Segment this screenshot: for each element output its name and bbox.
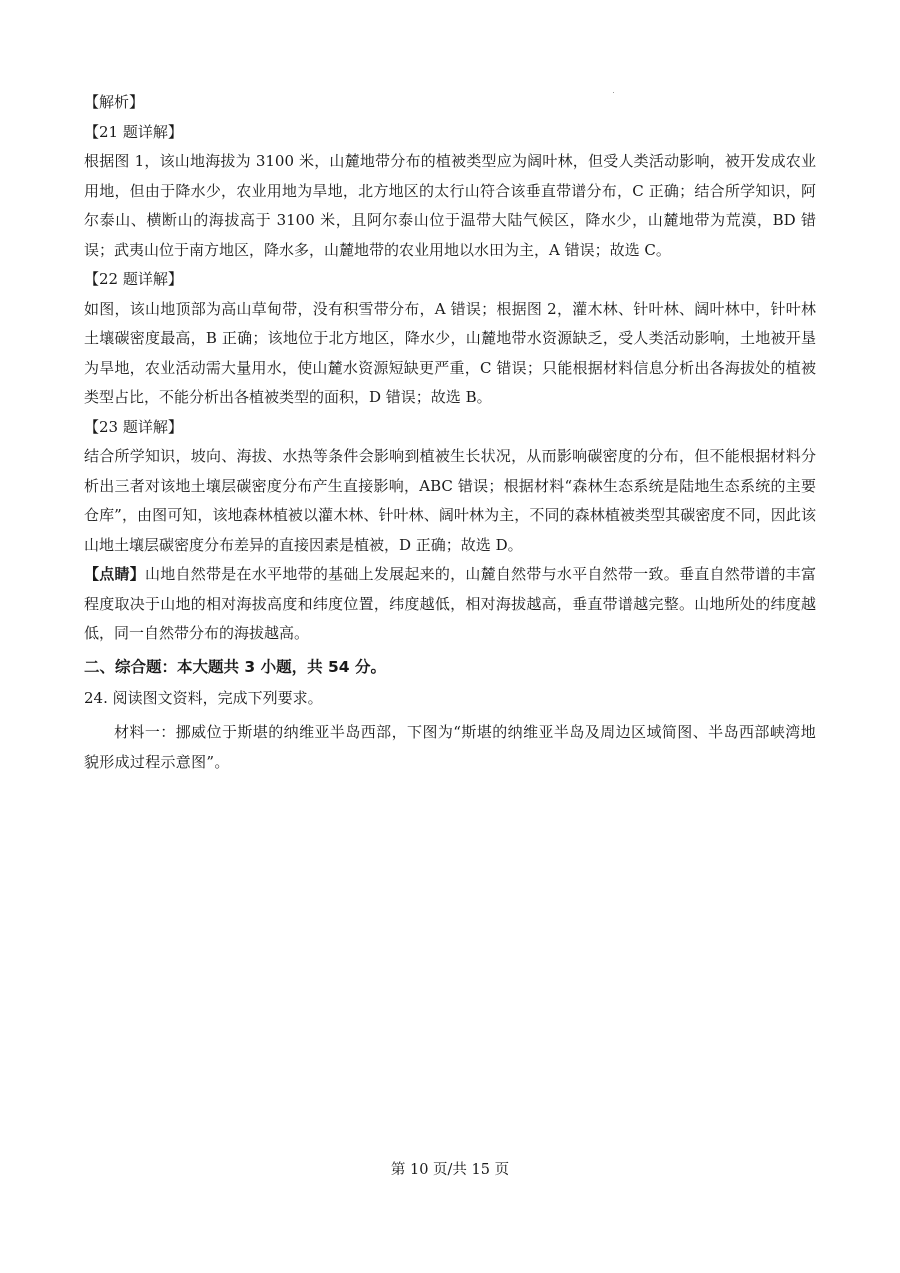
q21-explanation: 根据图 1，该山地海拔为 3100 米，山麓地带分布的植被类型应为阔叶林，但受人类活动影响，被开发成农业用地，但由于降水少，农业用地为旱地，北方地区的太行山符合该垂直带谱分布，C 正确；结合所学知识，阿尔泰山、横断山的海拔高于 3100 米，且阿尔泰山位于温带大陆气候区，降水少，山麓地带为荒漠，BD 错误；武夷山位于南方地区，降水多，山麓地带的农业用地以水田为主，A 错误；故选 C。 [84, 152, 816, 259]
q23-heading: 【23 题详解】 [84, 417, 183, 436]
page-content [84, 88, 816, 777]
q22-heading: 【22 题详解】 [84, 270, 183, 288]
q24-material-1: 材料一：挪威位于斯堪的纳维亚半岛西部，下图为“斯堪的纳维亚半岛及周边区域简图、半岛西部峡湾地貌形成过程示意图”。 [84, 722, 816, 771]
page-footer: 第 10 页/共 15 页 [390, 1162, 510, 1178]
tip-text: 山地自然带是在水平地带的基础上发展起来的，山麓自然带与水平自然带一致。垂直自然带谱的丰富程度取决于山地的相对海拔高度和纬度位置，纬度越低，相对海拔越高，垂直带谱越完整。山地所处的纬度越低，同一自然带分布的海拔越高。 [84, 565, 816, 642]
q24-stem: 24. 阅读图文资料，完成下列要求。 [84, 688, 323, 707]
tip-block [84, 560, 816, 649]
analysis-label: 【解析】 [84, 93, 145, 111]
tip-label: 【点睛】 [84, 565, 146, 583]
q21-heading: 【21 题详解】 [84, 122, 183, 141]
section-2-title: 二、综合题：本大题共 3 小题，共 54 分。 [84, 657, 386, 676]
q23-explanation: 结合所学知识，坡向、海拔、水热等条件会影响到植被生长状况，从而影响碳密度的分布，但不能根据材料分析出三者对该地土壤层碳密度分布产生直接影响，ABC 错误；根据材料“森林生态系统是陆地生态系统的主要仓库”，由图可知，该地森林植被以灌木林、针叶林、阔叶林为主，不同的森林植被类型其碳密度不同，因此该山地土壤层碳密度分布差异的直接因素是植被，D 正确；故选 D。 [84, 447, 816, 554]
q22-explanation: 如图，该山地顶部为高山草甸带，没有积雪带分布，A 错误；根据图 2，灌木林、针叶林、阔叶林中，针叶林土壤碳密度最高，B 正确；该地位于北方地区，降水少，山麓地带水资源缺乏，受人类活动影响，土地被开垦为旱地，农业活动需大量用水，使山麓水资源短缺更严重，C 错误；只能根据材料信息分析出各海拔处的植被类型占比，不能分析出各植被类型的面积，D 错误；故选 B。 [84, 299, 816, 406]
